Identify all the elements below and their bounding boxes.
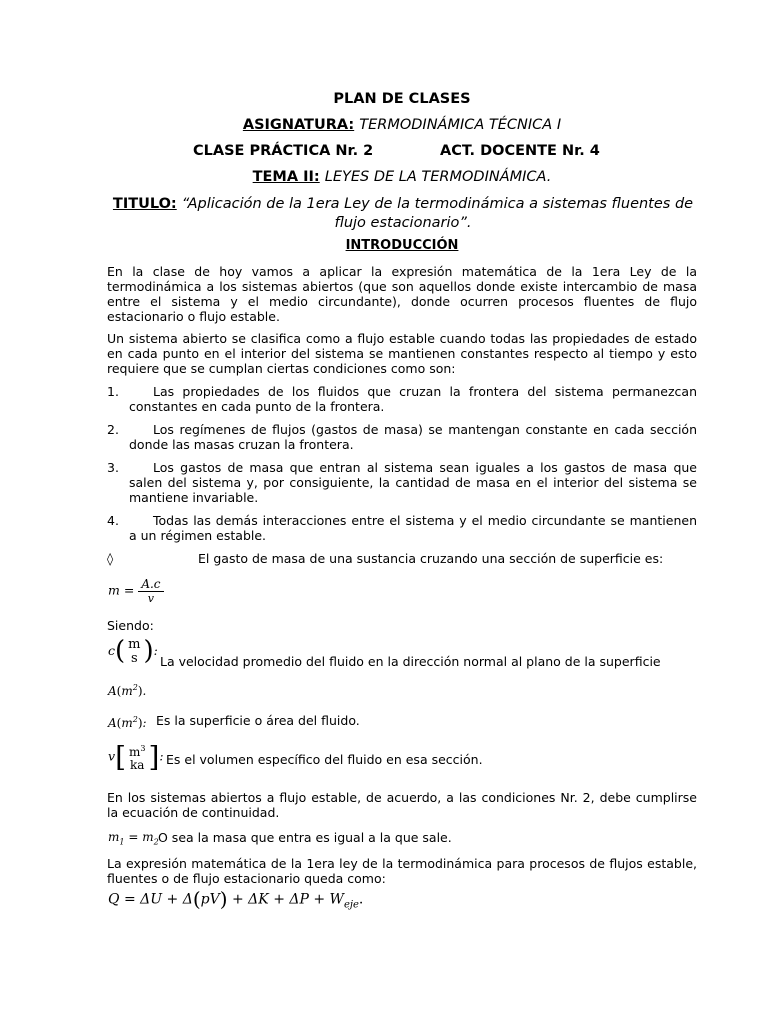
clase-practica: CLASE PRÁCTICA Nr. 2 [193, 143, 374, 159]
mass-flow-formula: m = $\frac{A.c}{v}$ [108, 577, 164, 605]
area-symbol-1: $A(m^2)$. [108, 683, 147, 698]
tema-value: LEYES DE LA TERMODINÁMICA. [324, 169, 552, 185]
asignatura-label: ASIGNATURA: [242, 117, 355, 133]
asignatura-line [106, 118, 698, 133]
condition-item-4 [107, 513, 697, 543]
act-docente: ACT. DOCENTE Nr. 4 [440, 143, 600, 159]
continuity-text: O sea la masa que entra es igual a la que sale. [158, 830, 452, 845]
condition-number: 4. [107, 513, 119, 528]
intro-paragraph-2: Un sistema abierto se clasifica como a flujo estable cuando todas las propiedades de estado en cada punto en el interior del sistema se mantienen constantes respecto al tiempo y esto requiere que se cumplan ciertas condiciones como son: [107, 331, 697, 376]
specific-volume-symbol: v[ $m^3$ ka ]: [108, 740, 164, 774]
intro-paragraph-1: En la clase de hoy vamos a aplicar la expresión matemática de la 1era Ley de la termodinámica a los sistemas abiertos (que son aquellos donde existe intercambio de masa entre el sistema y el medio circundante), donde ocurren procesos fluentes de flujo estacionario o flujo estable. [107, 264, 697, 324]
expression-paragraph: La expresión matemática de la 1era ley de la termodinámica para procesos de flujos estable, fluentes o de flujo estacionario queda como: [107, 856, 697, 886]
condition-text: Las propiedades de los fluidos que cruzan la frontera del sistema permanezcan constantes en cada punto de la frontera. [129, 384, 697, 414]
tema-label: TEMA II: [252, 169, 320, 185]
condition-text: Los gastos de masa que entran al sistema sean iguales a los gastos de masa que salen del sistema y, por consiguiente, la cantidad de masa en el interior del sistema se mantiene invariable. [129, 460, 697, 505]
asignatura-value: TERMODINÁMICA TÉCNICA I [359, 117, 562, 133]
condition-number: 3. [107, 460, 119, 475]
mass-flow-fraction: $\frac{A.c}{v}$ [138, 577, 163, 605]
diamond-bullet-icon: ◊ [107, 551, 114, 566]
bullet-text: El gasto de masa de una sustancia cruzando una sección de superficie es: [198, 551, 664, 566]
condition-number: 1. [107, 384, 119, 399]
condition-item-3 [107, 460, 697, 505]
condition-number: 2. [107, 422, 119, 437]
condition-text: Los regímenes de flujos (gastos de masa) se mantengan constante en cada sección donde las masas cruzan la frontera. [129, 422, 697, 452]
tema-line [106, 170, 698, 185]
titulo-line [108, 195, 698, 233]
area-symbol-2: $A(m^2)$: [108, 715, 147, 730]
condition-item-2 [107, 422, 697, 452]
condition-text: Todas las demás interacciones entre el sistema y el medio circundante se mantienen a un régimen estable. [129, 513, 697, 543]
velocity-symbol: c( m s ): [108, 636, 158, 666]
condition-item-1 [107, 384, 697, 414]
first-law-equation: $Q = \Delta U + \Delta(pV) + \Delta K + \Delta P + W_{eje}$. [108, 887, 364, 911]
doc-title: PLAN DE CLASES [333, 91, 471, 107]
continuity-paragraph: En los sistemas abiertos a flujo estable, de acuerdo, a las condiciones Nr. 2, debe cumplirse la ecuación de continuidad. [107, 790, 697, 820]
continuity-equation: $m_1 = m_2$ [108, 830, 159, 847]
specific-volume-definition: Es el volumen específico del fluido en esa sección. [166, 752, 483, 767]
titulo-label: TITULO: [112, 196, 177, 212]
siendo-label: Siendo: [107, 618, 154, 633]
velocity-definition: La velocidad promedio del fluido en la dirección normal al plano de la superficie [160, 654, 661, 669]
intro-heading: INTRODUCCIÓN [345, 238, 459, 253]
titulo-value: “Aplicación de la 1era Ley de la termodinámica a sistemas fluentes de flujo estacionario”. [181, 196, 694, 231]
area-definition: Es la superficie o área del fluido. [156, 713, 360, 728]
